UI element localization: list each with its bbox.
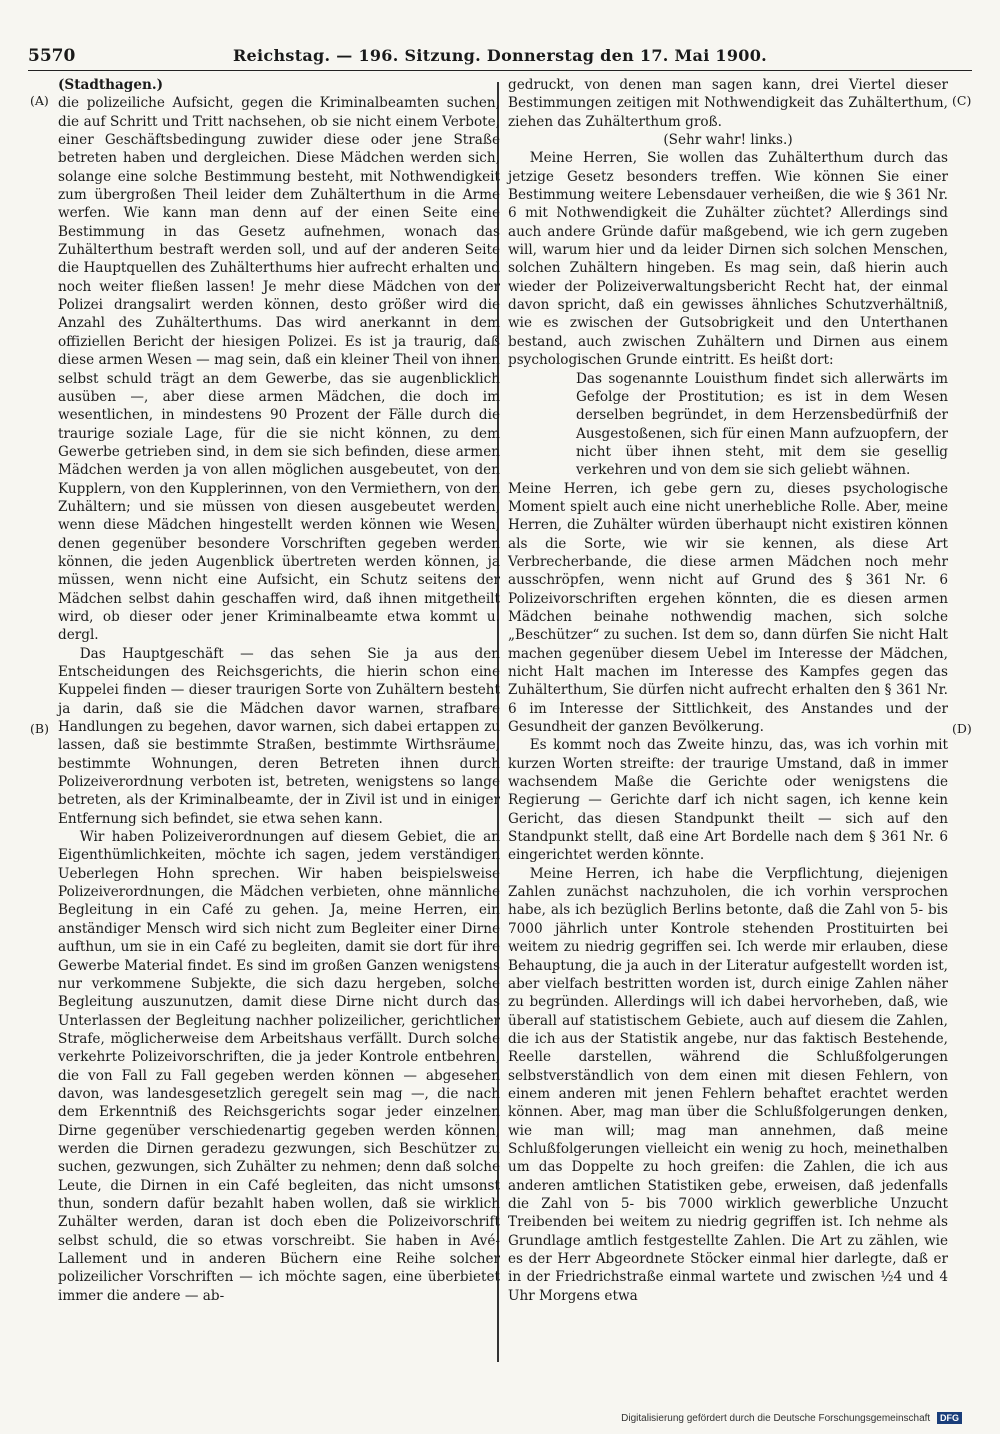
left-paragraph-2: Das Hauptgeschäft — das sehen Sie ja aus den Entscheidungen des Reichsgerichts, die hierin schon eine Kuppelei finden — dieser traurigen Sorte von Zuhältern besteht ja darin, daß sie die Mädchen davor warnen, strafbare Handlungen zu begehen, davor warnen, sich dabei ertappen zu lassen, daß sie bestimmte Straßen, bestimmte Wirthsräume, bestimmte Wohnungen, deren Betreten ihnen durch Polizeiverordnung verboten ist, betreten, wenigstens so lange betreten, als der Kriminalbeamte, der in Zivil ist und in einiger Entfernung sich befindet, sie etwa sehen kann. (58, 645, 500, 827)
right-paragraph-2: Meine Herren, Sie wollen das Zuhälterthum durch das jetzige Gesetz besonders treffen. Wie können Sie einer Bestimmung weitere Lebensdauer verheißen, die wie § 361 Nr. 6 mit Nothwendigkeit die Zuhälter züchtet? Allerdings sind auch andere Gründe dafür maßgebend, wie ich gern zugeben will, warum hier und da leider Dirnen sich solchen Menschen, solchen Zuhältern hingeben. Es mag sein, daß hierin auch wieder der Polizeiverwaltungsbericht Recht hat, der einmal davon spricht, daß ein gewisses ähnliches Schutzverhältniß, wie es zwischen der Gutsobrigkeit und den Unterthanen bestand, auch zwischen Zuhältern und Dirnen aus einem psychologischen Grunde eintritt. Es heißt dort: (508, 150, 948, 369)
right-paragraph-1: gedruckt, von denen man sagen kann, drei Viertel dieser Bestimmungen zeitigen mit Nothwendigkeit das Zuhälterthum, ziehen das Zuhälterthum groß. (508, 77, 948, 130)
right-paragraph-5: Meine Herren, ich habe die Verpflichtung, diejenigen Zahlen zunächst nachzuholen, die ich vorhin versprochen habe, als ich bezüglich Berlins betonte, daß die Zahl von 5- bis 7000 jährlich unter Kontrole stehenden Prostituirten bei weitem zu niedrig gegriffen sei. Ich werde mir erlauben, diese Behauptung, die ja auch in der Literatur aufgestellt worden ist, aber vielfach bestritten worden ist, durch einige Zahlen näher zu begründen. Allerdings will ich dabei hervorheben, daß, wie überall auf statistischem Gebiete, auch auf diesem die Zahlen, die ich aus der Statistik angebe, nur das faktisch Bestehende, Reelle darstellen, während die Schlußfolgerungen selbstverständlich von dem einen mit diesen Fehlern, von einem anderen mit jenen Fehlern behaftet erachtet werden können. Aber, mag man über die Schlußfolgerungen denken, wie man will; mag man annehmen, daß meine Schlußfolgerungen vielleicht ein wenig zu hoch, meinethalben um das Doppelte zu hoch greifen: die Zahlen, die ich aus anderen amtlichen Statistiken gebe, erweisen, daß jedenfalls die Zahl von 5- bis 7000 wirklich gewerbliche Unzucht Treibenden bei weitem zu niedrig gegriffen ist. Ich nehme als Grundlage amtlich festgestellte Zahlen. Die Art zu zählen, wie es der Herr Abgeordnete Stöcker einmal hier darlegte, daß er in der Friedrichstraße einmal wartete und zwischen ½4 und 4 Uhr Morgens etwa (508, 865, 948, 1304)
margin-marker-a: (A) (30, 93, 49, 108)
speaker-label: (Stadthagen.) (58, 77, 164, 93)
left-paragraph-3: Wir haben Polizeiverordnungen auf diesem Gebiet, die an Eigenthümlichkeiten, möchte ich sagen, jedem verständigen Ueberlegen Hohn sprechen. Wir haben beispielsweise Polizeiverordnungen, die Mädchen verbieten, ohne männliche Begleitung in ein Café zu gehen. Ja, meine Herren, ein anständiger Mensch wird sich nicht zum Begleiter einer Dirne aufthun, um sie in ein Café zu begleiten, damit sie dort für ihre Gewerbe Material findet. Es sind im großen Ganzen wenigstens nur verkommene Subjekte, die sich dazu hergeben, solche Begleitung auszunutzen, damit diese Dirne nicht durch das Unterlassen der Begleitung nachher polizeilicher, gerichtlicher Strafe, möglicherweise dem Arbeitshaus verfällt. Durch solche verkehrte Polizeivorschriften, die ja jeder Kontrole entbehren, die von Fall zu Fall gegeben werden können — abgesehen davon, was landesgesetzlich geregelt sein mag —, die nach dem Erkenntniß des Reichsgerichts sogar jeder einzelnen Dirne gegenüber verschiedenartig gegeben werden können, werden die Dirnen geradezu gezwungen, sich Beschützer zu suchen, gezwungen, sich Zuhälter zu nehmen; denn daß solche Leute, die Dirnen in ein Café begleiten, das nicht umsonst thun, sondern dafür bezahlt haben wollen, daß sie wirklich Zuhälter werden, daran ist doch eben die Polizeivorschrift selbst schuld, die so etwas vorschreibt. Sie haben in Avé-Lallement und in anderen Büchern eine Reihe solcher polizeilicher Vorschriften — ich möchte sagen, eine überbietet immer die andere — ab- (58, 829, 500, 1304)
running-title: Reichstag. — 196. Sitzung. Donnerstag den 17. Mai 1900. (232, 46, 768, 65)
right-paragraph-4: Es kommt noch das Zweite hinzu, das, was ich vorhin mit kurzen Worten streifte: der traurige Umstand, daß in immer wachsendem Maße die Gerichte oder wenigstens die Regierung — Gerichte darf ich nicht sagen, ich kenne kein Gericht, das diesen Standpunkt theilt — sich auf den Standpunkt stellt, daß eine Art Bordelle nach dem § 361 Nr. 6 eingerichtet werden könnte. (508, 737, 948, 864)
left-paragraph-1: die polizeiliche Aufsicht, gegen die Kriminalbeamten suchen, die auf Schritt und Tritt nachsehen, ob sie nicht einem Verbote, einer Geschäftsbedingung zuwider diese oder jene Straße betreten haben und dergleichen. Diese Mädchen werden sich, solange eine solche Bestimmung besteht, mit Nothwendigkeit zum übergroßen Theil leider dem Zuhälterthum in die Arme werfen. Wie kann man denn auf der einen Seite eine Bestimmung in das Gesetz aufnehmen, wonach das Zuhälterthum bestraft werden soll, und auf der anderen Seite die Hauptquellen des Zuhälterthums hier aufrecht erhalten und noch weiter fließen lassen! Je mehr diese Mädchen von der Polizei drangsalirt werden können, desto größer wird die Anzahl des Zuhälterthums. Das wird anerkannt in dem offiziellen Bericht der hiesigen Polizei. Es ist ja traurig, daß diese armen Wesen — mag sein, daß ein kleiner Theil von ihnen selbst schuld trägt an dem Gewerbe, das sie augenblicklich ausüben —, aber diese armen Mädchen, die doch im wesentlichen, in mindestens 90 Prozent der Fälle durch die traurige soziale Lage, für die sie nicht können, zu dem Gewerbe getrieben sind, in dem sie sich befinden, diese armen Mädchen werden ja von allen möglichen ausgebeutet, von den Kupplern, von den Kupplerinnen, von den Vermiethern, von den Zuhältern; und sie müssen von diesen ausgebeutet werden, wenn diese Mädchen hingestellt werden können wie Wesen, denen gegenüber besondere Vorschriften gegeben werden können, die jeden Augenblick übertreten werden können, ja müssen, wenn nicht eine Aufsicht, ein Schutz seitens der Mädchen selbst dahin geschaffen wird, daß ihnen mitgetheilt wird, ob dieser oder jener Kriminalbeamte etwa kommt u. dergl. (58, 95, 500, 644)
margin-marker-d: (D) (952, 721, 972, 736)
interjection: (Sehr wahr! links.) (663, 132, 793, 149)
margin-marker-b: (B) (30, 721, 49, 736)
funding-note: Digitalisierung gefördert durch die Deutsche Forschungsgemeinschaft (621, 1413, 931, 1424)
block-quote (508, 370, 948, 480)
dfg-logo: DFG (937, 1412, 962, 1424)
margin-marker-c: (C) (952, 93, 972, 108)
right-paragraph-3: Meine Herren, ich gebe gern zu, dieses psychologische Moment spielt auch eine nicht unerhebliche Rolle. Aber, meine Herren, die Zuhälter würden überhaupt nicht existiren können als die Sorte, wie wir sie kennen, als diese Art Verbrecherbande, die diese armen Mädchen noch mehr ausschröpfen, wenn nicht auf Grund des § 361 Nr. 6 Polizeivorschriften ergehen könnten, die es diesen armen Mädchen beinahe nothwendig machen, sich solche „Beschützer“ zu suchen. Ist dem so, dann dürfen Sie nicht Halt machen gegenüber diesem Uebel im Interesse der Mädchen, nicht Halt machen im Interesse des Kampfes gegen das Zuhälterthum, Sie dürfen nicht aufrecht erhalten den § 361 Nr. 6 im Interesse der Sittlichkeit, des Anstandes und der Gesundheit der ganzen Bevölkerung. (508, 480, 948, 736)
footer-note (621, 1412, 962, 1424)
quote-text: Das sogenannte Louisthum findet sich allerwärts im Gefolge der Prostitution; es ist in dem Wesen derselben begründet, in dem Herzensbedürfniß der Ausgestoßenen, sich für einen Mann aufzuopfern, der nicht über ihnen steht, mit dem sie gesellig verkehren und von dem sie sich geliebt wähnen. (576, 370, 948, 479)
left-column (58, 76, 500, 1305)
page-number: 5570 (28, 46, 76, 66)
page-header (28, 44, 972, 71)
right-column (508, 76, 948, 1305)
